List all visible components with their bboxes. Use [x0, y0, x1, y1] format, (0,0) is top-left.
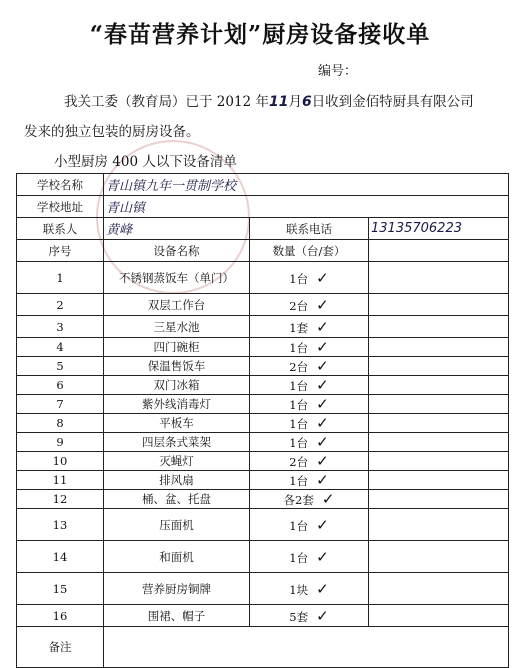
item-number: 5: [17, 357, 104, 376]
handwritten-month: 11: [268, 94, 289, 110]
table-row: [17, 541, 509, 573]
item-blank-cell: [369, 294, 509, 316]
item-quantity: 各2套: [283, 493, 314, 507]
item-quantity: 1台: [289, 550, 309, 565]
statement-prefix: 我关工委（教育局）已于 2012 年: [64, 94, 269, 110]
item-name: 三星水池: [104, 316, 250, 338]
checkmark-icon: ✓: [316, 395, 329, 413]
item-quantity-cell: [250, 262, 369, 294]
school-name-row: [17, 174, 509, 196]
item-quantity: 1台: [289, 398, 309, 412]
item-blank-cell: [369, 471, 509, 490]
phone-label: 联系电话: [250, 218, 369, 240]
school-name-value: 青山镇九年一贯制学校: [104, 174, 509, 196]
item-number: 8: [17, 414, 104, 433]
item-number: 10: [17, 452, 104, 471]
item-blank-cell: [369, 316, 509, 338]
item-quantity-cell: [250, 490, 369, 509]
checkmark-icon: ✓: [316, 317, 329, 336]
col-header-no: 序号: [17, 240, 104, 262]
checkmark-icon: ✓: [316, 471, 329, 489]
item-blank-cell: [369, 414, 509, 433]
table-row: [17, 395, 509, 414]
col-header-name: 设备名称: [104, 240, 250, 262]
item-quantity: 1台: [289, 271, 309, 286]
table-row: [17, 316, 509, 338]
contact-row: [17, 218, 509, 240]
table-row: [17, 573, 509, 605]
item-quantity: 1台: [289, 417, 309, 431]
item-name: 平板车: [104, 414, 250, 433]
checkmark-icon: ✓: [316, 357, 329, 375]
table-row: [17, 452, 509, 471]
checkmark-icon: ✓: [316, 579, 329, 598]
item-name: 和面机: [104, 541, 250, 573]
table-row: [17, 490, 509, 509]
item-blank-cell: [369, 541, 509, 573]
item-blank-cell: [369, 509, 509, 541]
item-quantity-cell: [250, 471, 369, 490]
item-quantity-cell: [250, 573, 369, 605]
item-blank-cell: [369, 490, 509, 509]
handwritten-day: 6: [301, 94, 312, 110]
table-row: [17, 433, 509, 452]
statement-month-unit: 月: [288, 94, 302, 110]
checkmark-icon: ✓: [316, 338, 329, 356]
checkmark-icon: ✓: [316, 376, 329, 394]
table-row: [17, 605, 509, 627]
table-row: [17, 471, 509, 490]
school-address-row: [17, 196, 509, 218]
item-number: 3: [17, 316, 104, 338]
item-number: 7: [17, 395, 104, 414]
item-blank-cell: [369, 262, 509, 294]
item-name: 排风扇: [104, 471, 250, 490]
item-number: 13: [17, 509, 104, 541]
item-number: 9: [17, 433, 104, 452]
item-quantity-cell: [250, 414, 369, 433]
item-name: 保温售饭车: [104, 357, 250, 376]
item-name: 营养厨房铜牌: [104, 573, 250, 605]
item-quantity: 2台: [289, 455, 309, 469]
item-quantity: 1套: [289, 320, 309, 335]
checkmark-icon: ✓: [316, 547, 329, 566]
item-quantity-cell: [250, 316, 369, 338]
table-row: [17, 294, 509, 316]
checkmark-icon: ✓: [316, 606, 329, 625]
item-name: 桶、盆、托盘: [104, 490, 250, 509]
phone-value: 13135706223: [369, 218, 509, 240]
item-name: 围裙、帽子: [104, 605, 250, 627]
table-row: [17, 509, 509, 541]
receipt-statement-line-2: 发来的独立包装的厨房设备。: [24, 124, 200, 140]
item-number: 6: [17, 376, 104, 395]
item-blank-cell: [369, 357, 509, 376]
table-row: [17, 357, 509, 376]
page-title: “春苗营养计划”厨房设备接收单: [89, 21, 431, 48]
item-name: 紫外线消毒灯: [104, 395, 250, 414]
item-quantity-cell: [250, 395, 369, 414]
document-number-label: 编号：: [318, 64, 358, 79]
column-header-row: [17, 240, 509, 262]
item-quantity: 2台: [289, 298, 309, 313]
item-number: 11: [17, 471, 104, 490]
table-row: [17, 376, 509, 395]
item-quantity-cell: [250, 452, 369, 471]
item-number: 2: [17, 294, 104, 316]
remarks-label: 备注: [17, 627, 104, 668]
item-quantity-cell: [250, 294, 369, 316]
item-name: 双层工作台: [104, 294, 250, 316]
item-quantity: 1台: [289, 341, 309, 355]
item-quantity-cell: [250, 376, 369, 395]
checkmark-icon: ✓: [316, 433, 329, 451]
remarks-row: [17, 627, 509, 668]
item-quantity: 2台: [289, 360, 309, 374]
item-quantity-cell: [250, 605, 369, 627]
checkmark-icon: ✓: [316, 515, 329, 534]
item-quantity: 1台: [289, 379, 309, 393]
item-quantity: 1块: [289, 582, 309, 597]
contact-label: 联系人: [17, 218, 104, 240]
school-address-label: 学校地址: [17, 196, 104, 218]
item-quantity: 1台: [289, 474, 309, 488]
col-header-blank: [369, 240, 509, 262]
table-row: [17, 262, 509, 294]
checkmark-icon: ✓: [321, 490, 335, 508]
statement-suffix: 日收到金佰特厨具有限公司: [311, 94, 474, 110]
item-quantity-cell: [250, 509, 369, 541]
receipt-statement-line-1: [64, 90, 474, 110]
item-blank-cell: [369, 338, 509, 357]
item-name: 灭蝇灯: [104, 452, 250, 471]
checkmark-icon: ✓: [316, 268, 329, 287]
item-number: 1: [17, 262, 104, 294]
list-subtitle: 小型厨房 400 人以下设备清单: [54, 154, 237, 170]
item-name: 四层条式菜架: [104, 433, 250, 452]
col-header-qty: 数量（台/套）: [250, 240, 369, 262]
checkmark-icon: ✓: [316, 414, 329, 432]
item-name: 双门冰箱: [104, 376, 250, 395]
item-quantity: 5套: [289, 609, 309, 624]
item-quantity-cell: [250, 433, 369, 452]
remarks-value: [104, 627, 509, 668]
item-blank-cell: [369, 433, 509, 452]
item-number: 16: [17, 605, 104, 627]
item-blank-cell: [369, 376, 509, 395]
item-name: 不锈钢蒸饭车（单门）: [104, 262, 250, 294]
item-number: 4: [17, 338, 104, 357]
item-quantity: 1台: [289, 518, 309, 533]
item-number: 14: [17, 541, 104, 573]
item-quantity-cell: [250, 357, 369, 376]
school-address-value: 青山镇: [104, 196, 509, 218]
item-quantity-cell: [250, 541, 369, 573]
item-quantity-cell: [250, 338, 369, 357]
contact-value: 黄峰: [104, 218, 250, 240]
item-blank-cell: [369, 452, 509, 471]
item-number: 15: [17, 573, 104, 605]
equipment-receipt-table: [16, 173, 509, 668]
item-name: 压面机: [104, 509, 250, 541]
item-quantity: 1台: [289, 436, 309, 450]
item-blank-cell: [369, 573, 509, 605]
checkmark-icon: ✓: [316, 452, 329, 470]
table-row: [17, 414, 509, 433]
checkmark-icon: ✓: [316, 295, 329, 314]
table-row: [17, 338, 509, 357]
item-number: 12: [17, 490, 104, 509]
school-name-label: 学校名称: [17, 174, 104, 196]
item-name: 四门碗柜: [104, 338, 250, 357]
item-blank-cell: [369, 395, 509, 414]
item-blank-cell: [369, 605, 509, 627]
